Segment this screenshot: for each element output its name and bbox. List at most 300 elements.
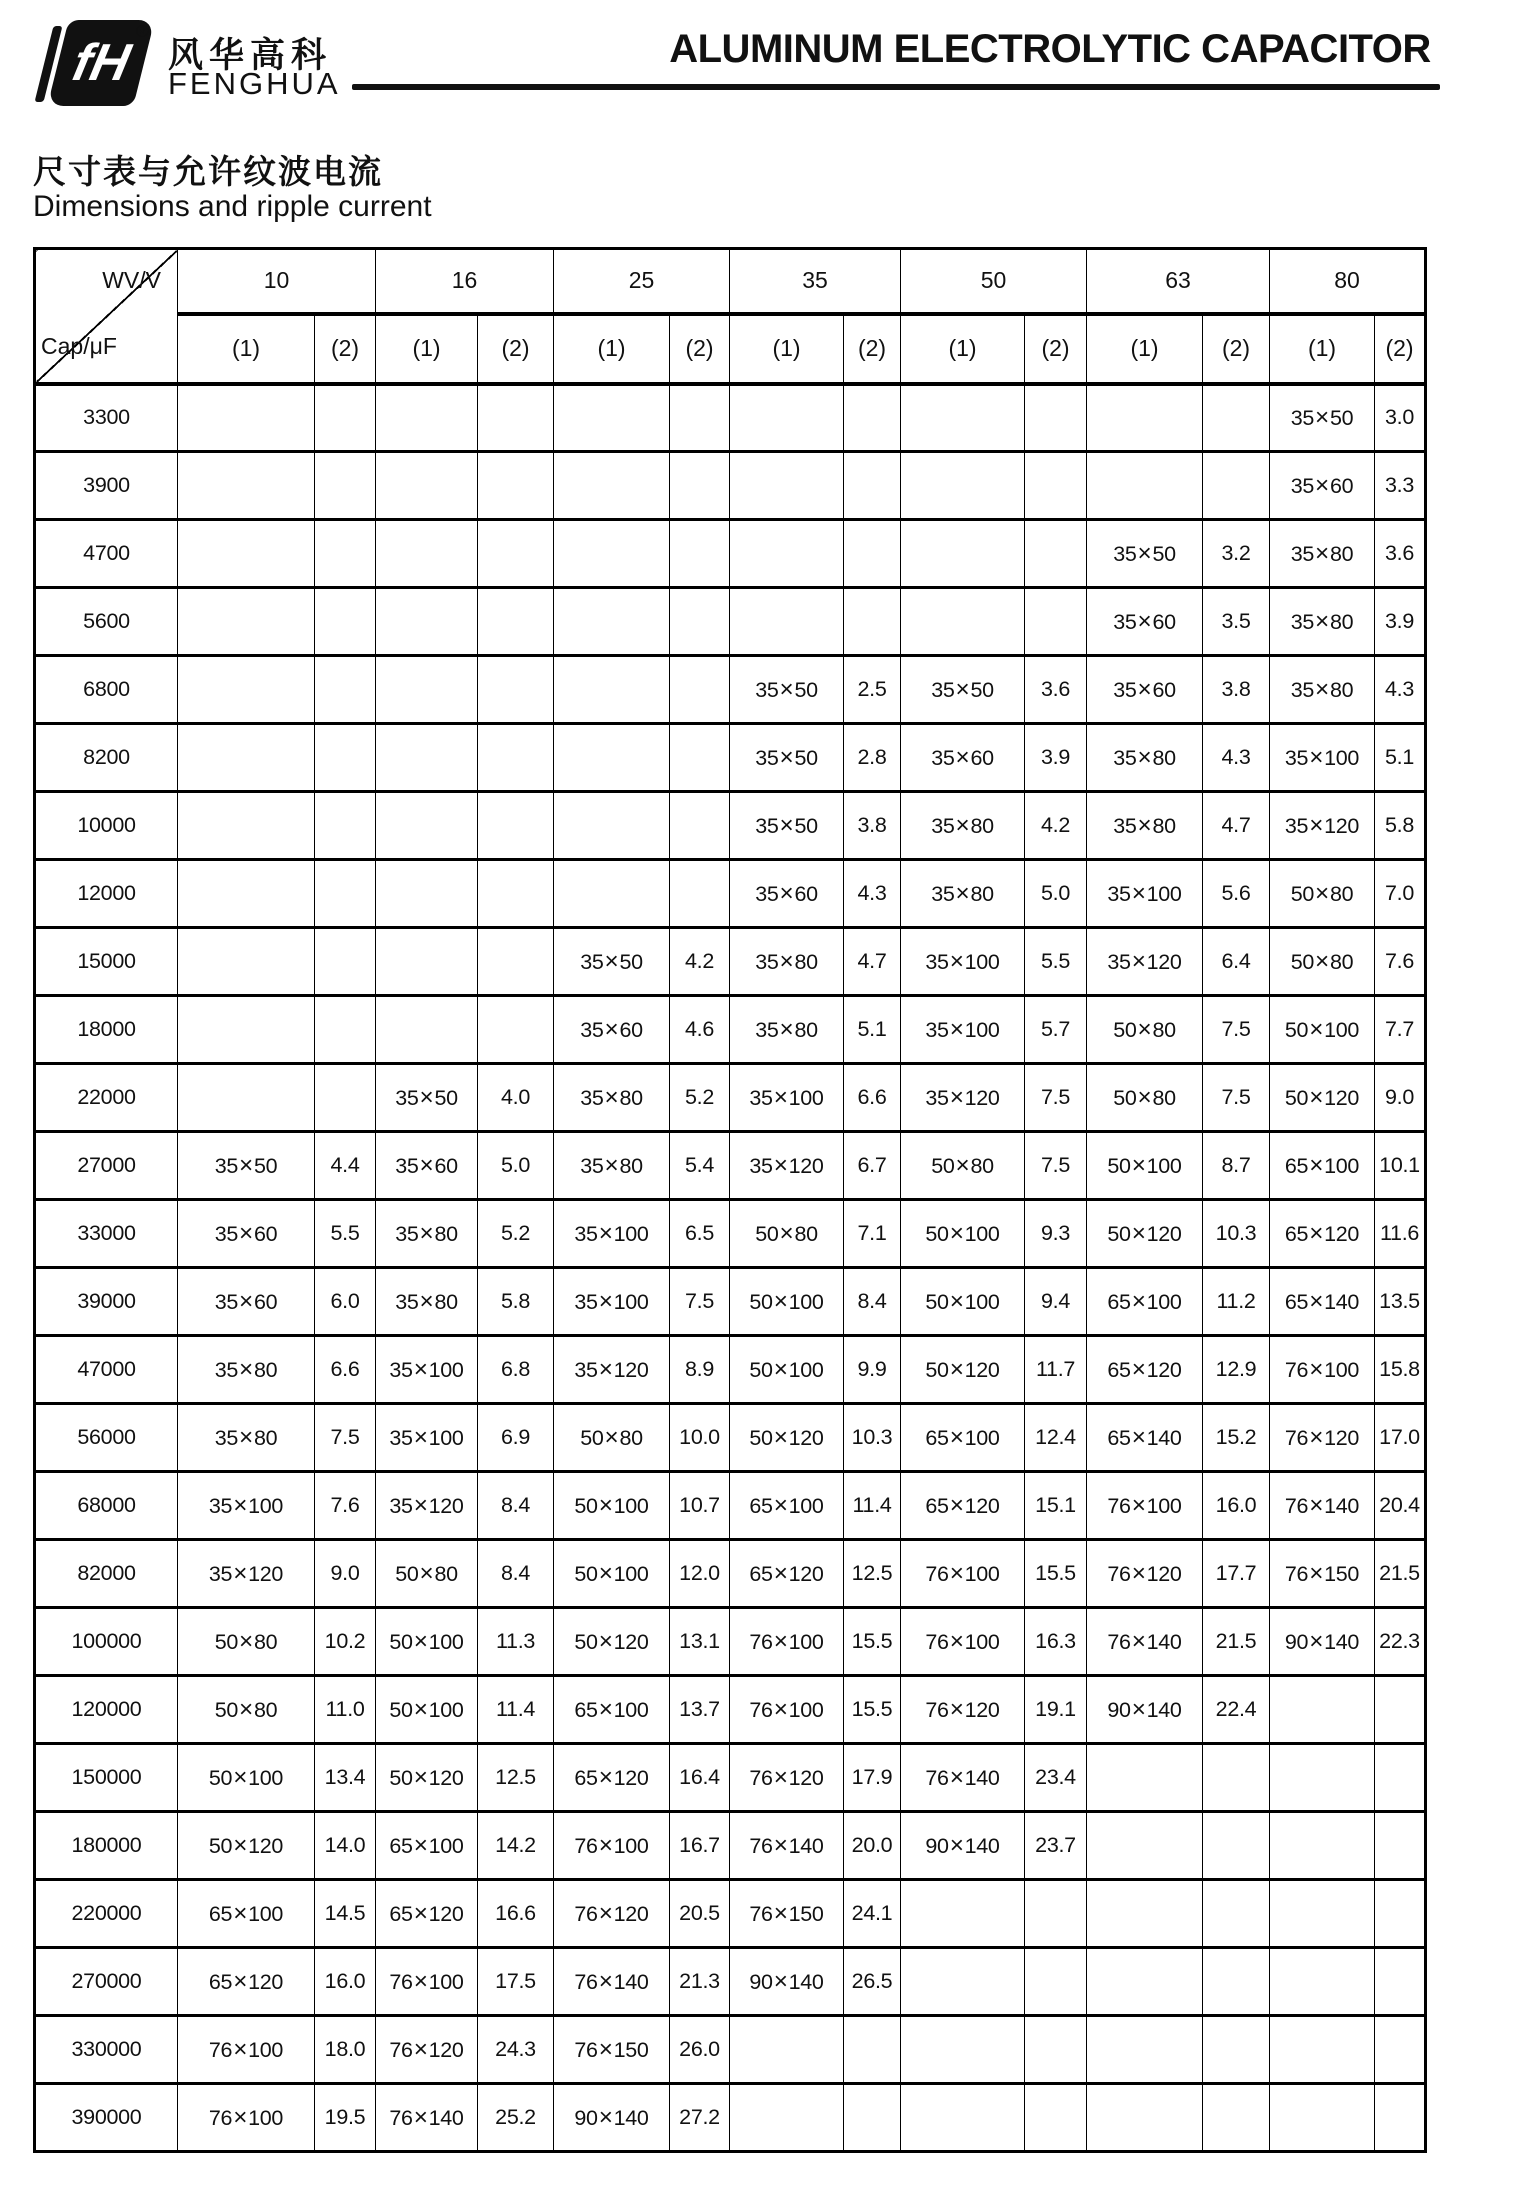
dimension-cell: 65×120: [730, 1540, 844, 1608]
table-row: [35, 1812, 1426, 1880]
ripple-current-cell: 7.5: [670, 1268, 730, 1336]
sub-header-2: (2): [670, 314, 730, 384]
ripple-current-cell: 2.8: [844, 724, 901, 792]
dimension-cell: [1087, 1880, 1203, 1948]
capacitance-value: 27000: [35, 1132, 178, 1200]
dimension-cell: 65×120: [1087, 1336, 1203, 1404]
ripple-current-cell: 6.9: [478, 1404, 554, 1472]
ripple-current-cell: [844, 588, 901, 656]
ripple-current-cell: [1025, 520, 1087, 588]
ripple-current-cell: 11.0: [315, 1676, 376, 1744]
sub-header-2: (2): [844, 314, 901, 384]
sub-header-1: (1): [730, 314, 844, 384]
ripple-current-cell: 10.3: [1203, 1200, 1270, 1268]
dimension-cell: 35×50: [901, 656, 1025, 724]
table-row: [35, 1268, 1426, 1336]
ripple-current-cell: [1025, 2016, 1087, 2084]
ripple-current-cell: 11.3: [478, 1608, 554, 1676]
ripple-current-cell: [844, 2084, 901, 2152]
registered-trademark-icon: ®: [136, 22, 149, 41]
dimension-cell: 35×80: [178, 1336, 315, 1404]
ripple-current-cell: [478, 860, 554, 928]
ripple-current-cell: 13.4: [315, 1744, 376, 1812]
dimension-cell: 35×100: [1270, 724, 1375, 792]
ripple-current-cell: [1203, 2084, 1270, 2152]
ripple-current-cell: 14.0: [315, 1812, 376, 1880]
ripple-current-cell: 7.5: [1025, 1064, 1087, 1132]
ripple-current-cell: 11.4: [844, 1472, 901, 1540]
ripple-current-cell: 5.1: [1375, 724, 1426, 792]
voltage-header: 10: [178, 249, 376, 314]
capacitance-value: 6800: [35, 656, 178, 724]
ripple-current-cell: 6.6: [844, 1064, 901, 1132]
dimension-cell: 90×140: [1270, 1608, 1375, 1676]
dimension-cell: 35×120: [730, 1132, 844, 1200]
dimension-cell: [178, 996, 315, 1064]
dimension-cell: 50×80: [901, 1132, 1025, 1200]
sub-header-2: (2): [1025, 314, 1087, 384]
ripple-current-cell: 4.3: [1375, 656, 1426, 724]
capacitance-value: 47000: [35, 1336, 178, 1404]
ripple-current-cell: 13.5: [1375, 1268, 1426, 1336]
ripple-current-cell: 8.9: [670, 1336, 730, 1404]
ripple-current-cell: 12.5: [478, 1744, 554, 1812]
dimension-cell: 65×100: [554, 1676, 670, 1744]
dimension-cell: 65×100: [730, 1472, 844, 1540]
dimension-cell: [376, 792, 478, 860]
dimension-cell: 35×60: [554, 996, 670, 1064]
dimension-cell: [1270, 1676, 1375, 1744]
dimension-cell: [554, 452, 670, 520]
dimension-cell: 35×50: [730, 724, 844, 792]
dimension-cell: 76×100: [1270, 1336, 1375, 1404]
ripple-current-cell: 17.0: [1375, 1404, 1426, 1472]
ripple-current-cell: [315, 384, 376, 452]
voltage-header: 35: [730, 249, 901, 314]
dimensions-table: [33, 247, 1427, 2153]
ripple-current-cell: [1025, 1948, 1087, 2016]
ripple-current-cell: [478, 520, 554, 588]
ripple-current-cell: [478, 724, 554, 792]
ripple-current-cell: [315, 588, 376, 656]
ripple-current-cell: 14.5: [315, 1880, 376, 1948]
table-row: [35, 792, 1426, 860]
ripple-current-cell: [478, 384, 554, 452]
ripple-current-cell: 4.3: [844, 860, 901, 928]
ripple-current-cell: 19.5: [315, 2084, 376, 2152]
dimension-cell: 35×120: [376, 1472, 478, 1540]
dimension-cell: [1270, 1744, 1375, 1812]
dimension-cell: [1087, 1948, 1203, 2016]
brand-name-chinese: 风华高科: [168, 36, 333, 76]
ripple-current-cell: 18.0: [315, 2016, 376, 2084]
ripple-current-cell: 5.2: [478, 1200, 554, 1268]
ripple-current-cell: 17.9: [844, 1744, 901, 1812]
ripple-current-cell: 4.0: [478, 1064, 554, 1132]
table-row: [35, 520, 1426, 588]
dimension-cell: 35×60: [1087, 656, 1203, 724]
ripple-current-cell: 15.8: [1375, 1336, 1426, 1404]
dimension-cell: 50×100: [178, 1744, 315, 1812]
dimension-cell: 65×100: [1270, 1132, 1375, 1200]
dimension-cell: 35×80: [901, 860, 1025, 928]
ripple-current-cell: 22.4: [1203, 1676, 1270, 1744]
ripple-current-cell: 8.7: [1203, 1132, 1270, 1200]
table-row: [35, 1200, 1426, 1268]
ripple-current-cell: 17.7: [1203, 1540, 1270, 1608]
dimension-cell: 50×120: [376, 1744, 478, 1812]
ripple-current-cell: [478, 996, 554, 1064]
dimension-cell: 35×80: [1270, 520, 1375, 588]
dimension-cell: [1087, 1812, 1203, 1880]
ripple-current-cell: [478, 792, 554, 860]
dimension-cell: 65×120: [376, 1880, 478, 1948]
ripple-current-cell: 5.0: [1025, 860, 1087, 928]
dimension-cell: [554, 520, 670, 588]
ripple-current-cell: 5.8: [1375, 792, 1426, 860]
dimension-cell: 65×120: [1270, 1200, 1375, 1268]
ripple-current-cell: 16.3: [1025, 1608, 1087, 1676]
dimension-cell: [178, 656, 315, 724]
dimension-cell: [554, 860, 670, 928]
ripple-current-cell: 11.6: [1375, 1200, 1426, 1268]
dimension-cell: [376, 588, 478, 656]
dimension-cell: 50×100: [1087, 1132, 1203, 1200]
table-row: [35, 452, 1426, 520]
ripple-current-cell: 11.4: [478, 1676, 554, 1744]
dimension-cell: 50×120: [730, 1404, 844, 1472]
dimension-cell: 35×100: [554, 1268, 670, 1336]
ripple-current-cell: 9.0: [315, 1540, 376, 1608]
dimension-cell: [730, 2016, 844, 2084]
table-row: [35, 656, 1426, 724]
table-row: [35, 1676, 1426, 1744]
ripple-current-cell: 10.1: [1375, 1132, 1426, 1200]
dimension-cell: 35×80: [1087, 792, 1203, 860]
ripple-current-cell: 15.2: [1203, 1404, 1270, 1472]
sub-header-2: (2): [1203, 314, 1270, 384]
table-row: [35, 1744, 1426, 1812]
dimension-cell: 35×80: [554, 1064, 670, 1132]
dimension-cell: 50×100: [376, 1608, 478, 1676]
ripple-current-cell: 20.4: [1375, 1472, 1426, 1540]
capacitance-value: 68000: [35, 1472, 178, 1540]
ripple-current-cell: [1203, 1880, 1270, 1948]
ripple-current-cell: 15.5: [844, 1608, 901, 1676]
ripple-current-cell: [478, 656, 554, 724]
ripple-current-cell: 7.1: [844, 1200, 901, 1268]
ripple-current-cell: [1025, 384, 1087, 452]
ripple-current-cell: 10.2: [315, 1608, 376, 1676]
ripple-current-cell: 23.4: [1025, 1744, 1087, 1812]
voltage-header: 50: [901, 249, 1087, 314]
ripple-current-cell: 21.3: [670, 1948, 730, 2016]
dimension-cell: 90×140: [554, 2084, 670, 2152]
capacitance-value: 3300: [35, 384, 178, 452]
capacitance-value: 39000: [35, 1268, 178, 1336]
table-row: [35, 384, 1426, 452]
dimension-cell: 35×120: [178, 1540, 315, 1608]
ripple-current-cell: 16.6: [478, 1880, 554, 1948]
capacitance-value: 330000: [35, 2016, 178, 2084]
dimension-cell: 50×120: [1087, 1200, 1203, 1268]
dimension-cell: 35×100: [554, 1200, 670, 1268]
capacitance-value: 270000: [35, 1948, 178, 2016]
ripple-current-cell: [315, 520, 376, 588]
capacitance-value: 120000: [35, 1676, 178, 1744]
ripple-current-cell: [670, 588, 730, 656]
dimension-cell: 76×100: [1087, 1472, 1203, 1540]
section-title-chinese: 尺寸表与允许纹波电流: [33, 152, 383, 191]
dimension-cell: 50×100: [730, 1268, 844, 1336]
dimension-cell: 50×120: [554, 1608, 670, 1676]
dimension-cell: 35×60: [178, 1268, 315, 1336]
dimension-cell: 50×80: [178, 1676, 315, 1744]
dimension-cell: [178, 1064, 315, 1132]
dimension-cell: 76×100: [901, 1608, 1025, 1676]
table-row: [35, 996, 1426, 1064]
dimension-cell: 35×80: [1087, 724, 1203, 792]
ripple-current-cell: 26.5: [844, 1948, 901, 2016]
dimension-cell: [178, 860, 315, 928]
dimension-cell: [1270, 1880, 1375, 1948]
dimension-cell: 65×120: [901, 1472, 1025, 1540]
dimension-cell: 65×100: [376, 1812, 478, 1880]
table-row: [35, 860, 1426, 928]
ripple-current-cell: [1375, 1948, 1426, 2016]
dimension-cell: 35×80: [901, 792, 1025, 860]
sub-header-2: (2): [1375, 314, 1426, 384]
capacitance-value: 56000: [35, 1404, 178, 1472]
ripple-current-cell: [1203, 384, 1270, 452]
ripple-current-cell: 3.0: [1375, 384, 1426, 452]
dimension-cell: 35×120: [554, 1336, 670, 1404]
brand-name-english: FENGHUA: [168, 66, 341, 101]
dimension-cell: [376, 996, 478, 1064]
ripple-current-cell: [670, 520, 730, 588]
dimension-cell: [376, 520, 478, 588]
ripple-current-cell: 7.5: [1203, 996, 1270, 1064]
ripple-current-cell: 5.2: [670, 1064, 730, 1132]
dimension-cell: [901, 2016, 1025, 2084]
ripple-current-cell: 12.4: [1025, 1404, 1087, 1472]
dimension-cell: 35×50: [1087, 520, 1203, 588]
dimension-cell: 76×100: [178, 2084, 315, 2152]
ripple-current-cell: 7.6: [315, 1472, 376, 1540]
dimension-cell: [376, 656, 478, 724]
voltage-header: 63: [1087, 249, 1270, 314]
dimension-cell: [1270, 2016, 1375, 2084]
ripple-current-cell: 8.4: [478, 1540, 554, 1608]
ripple-current-cell: 7.0: [1375, 860, 1426, 928]
ripple-current-cell: [670, 724, 730, 792]
capacitance-value: 33000: [35, 1200, 178, 1268]
table-row: [35, 1472, 1426, 1540]
dimension-cell: 35×50: [554, 928, 670, 996]
dimension-cell: 35×100: [730, 1064, 844, 1132]
ripple-current-cell: [315, 1064, 376, 1132]
dimension-cell: 76×120: [554, 1880, 670, 1948]
ripple-current-cell: 4.7: [844, 928, 901, 996]
dimension-cell: 35×60: [1270, 452, 1375, 520]
ripple-current-cell: [670, 792, 730, 860]
dimension-cell: [554, 724, 670, 792]
fenghua-logo: [42, 20, 142, 106]
dimension-cell: 35×100: [376, 1336, 478, 1404]
ripple-current-cell: 21.5: [1203, 1608, 1270, 1676]
ripple-current-cell: [1203, 1948, 1270, 2016]
ripple-current-cell: 5.4: [670, 1132, 730, 1200]
ripple-current-cell: 6.0: [315, 1268, 376, 1336]
ripple-current-cell: 16.0: [1203, 1472, 1270, 1540]
table-row: [35, 2084, 1426, 2152]
dimension-cell: 35×50: [178, 1132, 315, 1200]
dimension-cell: [1087, 384, 1203, 452]
ripple-current-cell: 5.7: [1025, 996, 1087, 1064]
table-row: [35, 724, 1426, 792]
dimension-cell: 35×100: [1087, 860, 1203, 928]
dimension-cell: 65×100: [901, 1404, 1025, 1472]
dimension-cell: 50×80: [1270, 860, 1375, 928]
dimension-cell: 35×50: [730, 792, 844, 860]
dimension-cell: 76×120: [1087, 1540, 1203, 1608]
dimension-cell: 50×120: [901, 1336, 1025, 1404]
ripple-current-cell: 3.2: [1203, 520, 1270, 588]
sub-header-2: (2): [478, 314, 554, 384]
ripple-current-cell: 6.5: [670, 1200, 730, 1268]
capacitance-value: 12000: [35, 860, 178, 928]
dimension-cell: 90×140: [730, 1948, 844, 2016]
table-row: [35, 1336, 1426, 1404]
dimension-cell: [178, 384, 315, 452]
dimension-cell: [1270, 2084, 1375, 2152]
dimension-cell: 50×100: [730, 1336, 844, 1404]
dimension-cell: 50×80: [1087, 1064, 1203, 1132]
dimension-cell: 50×80: [376, 1540, 478, 1608]
dimension-cell: 35×80: [178, 1404, 315, 1472]
capacitance-value: 82000: [35, 1540, 178, 1608]
ripple-current-cell: [1375, 2016, 1426, 2084]
table-row: [35, 2016, 1426, 2084]
ripple-current-cell: 3.9: [1025, 724, 1087, 792]
dimension-cell: 35×80: [376, 1268, 478, 1336]
ripple-current-cell: 7.7: [1375, 996, 1426, 1064]
ripple-current-cell: 4.7: [1203, 792, 1270, 860]
ripple-current-cell: 4.6: [670, 996, 730, 1064]
ripple-current-cell: [315, 724, 376, 792]
ripple-current-cell: 21.5: [1375, 1540, 1426, 1608]
ripple-current-cell: 27.2: [670, 2084, 730, 2152]
ripple-current-cell: 15.5: [844, 1676, 901, 1744]
ripple-current-cell: 3.5: [1203, 588, 1270, 656]
ripple-current-cell: 20.0: [844, 1812, 901, 1880]
ripple-current-cell: [670, 384, 730, 452]
ripple-current-cell: 7.5: [315, 1404, 376, 1472]
dimension-cell: [376, 928, 478, 996]
dimension-cell: [1087, 452, 1203, 520]
ripple-current-cell: 12.9: [1203, 1336, 1270, 1404]
dimension-cell: 65×100: [1087, 1268, 1203, 1336]
dimension-cell: 50×80: [730, 1200, 844, 1268]
ripple-current-cell: 10.3: [844, 1404, 901, 1472]
ripple-current-cell: [844, 520, 901, 588]
dimension-cell: [901, 1880, 1025, 1948]
ripple-current-cell: 11.2: [1203, 1268, 1270, 1336]
dimension-cell: 35×60: [1087, 588, 1203, 656]
ripple-current-cell: [478, 588, 554, 656]
table-body: [35, 384, 1426, 2152]
capacitance-value: 4700: [35, 520, 178, 588]
ripple-current-cell: [315, 656, 376, 724]
table-row: [35, 1404, 1426, 1472]
ripple-current-cell: 5.0: [478, 1132, 554, 1200]
dimension-cell: 65×140: [1087, 1404, 1203, 1472]
ripple-current-cell: [670, 452, 730, 520]
ripple-current-cell: 7.5: [1025, 1132, 1087, 1200]
ripple-current-cell: [315, 792, 376, 860]
dimension-cell: 76×120: [730, 1744, 844, 1812]
dimension-cell: 50×120: [178, 1812, 315, 1880]
dimension-cell: 35×100: [178, 1472, 315, 1540]
ripple-current-cell: [1025, 588, 1087, 656]
capacitance-value: 18000: [35, 996, 178, 1064]
ripple-current-cell: [670, 860, 730, 928]
ripple-current-cell: 16.4: [670, 1744, 730, 1812]
dimension-cell: [554, 588, 670, 656]
sub-header-1: (1): [901, 314, 1025, 384]
ripple-current-cell: [1375, 1880, 1426, 1948]
dimension-cell: 50×80: [1087, 996, 1203, 1064]
capacitance-value: 150000: [35, 1744, 178, 1812]
dimension-cell: [1087, 1744, 1203, 1812]
ripple-current-cell: 2.5: [844, 656, 901, 724]
ripple-current-cell: 3.8: [844, 792, 901, 860]
corner-label-wvv: WV/V: [102, 267, 161, 293]
sub-header-1: (1): [178, 314, 315, 384]
ripple-current-cell: 13.1: [670, 1608, 730, 1676]
dimension-cell: 76×120: [1270, 1404, 1375, 1472]
dimension-cell: 76×150: [554, 2016, 670, 2084]
dimension-cell: 76×120: [376, 2016, 478, 2084]
dimension-cell: [1087, 2016, 1203, 2084]
ripple-current-cell: 6.4: [1203, 928, 1270, 996]
dimension-cell: [901, 452, 1025, 520]
ripple-current-cell: 5.8: [478, 1268, 554, 1336]
ripple-current-cell: 26.0: [670, 2016, 730, 2084]
dimension-cell: 35×80: [376, 1200, 478, 1268]
ripple-current-cell: 7.6: [1375, 928, 1426, 996]
ripple-current-cell: 16.7: [670, 1812, 730, 1880]
dimension-cell: [901, 2084, 1025, 2152]
capacitance-value: 22000: [35, 1064, 178, 1132]
ripple-current-cell: 5.5: [1025, 928, 1087, 996]
dimension-cell: [730, 2084, 844, 2152]
ripple-current-cell: [478, 452, 554, 520]
dimension-cell: [178, 588, 315, 656]
ripple-current-cell: 15.5: [1025, 1540, 1087, 1608]
dimension-cell: 65×140: [1270, 1268, 1375, 1336]
ripple-current-cell: [315, 996, 376, 1064]
dimension-cell: 50×100: [901, 1200, 1025, 1268]
dimension-cell: 35×120: [1270, 792, 1375, 860]
ripple-current-cell: [1375, 1676, 1426, 1744]
dimension-cell: 76×100: [730, 1608, 844, 1676]
ripple-current-cell: 8.4: [478, 1472, 554, 1540]
dimension-cell: 35×80: [730, 928, 844, 996]
ripple-current-cell: 9.0: [1375, 1064, 1426, 1132]
dimension-cell: 35×80: [1270, 588, 1375, 656]
ripple-current-cell: [844, 2016, 901, 2084]
